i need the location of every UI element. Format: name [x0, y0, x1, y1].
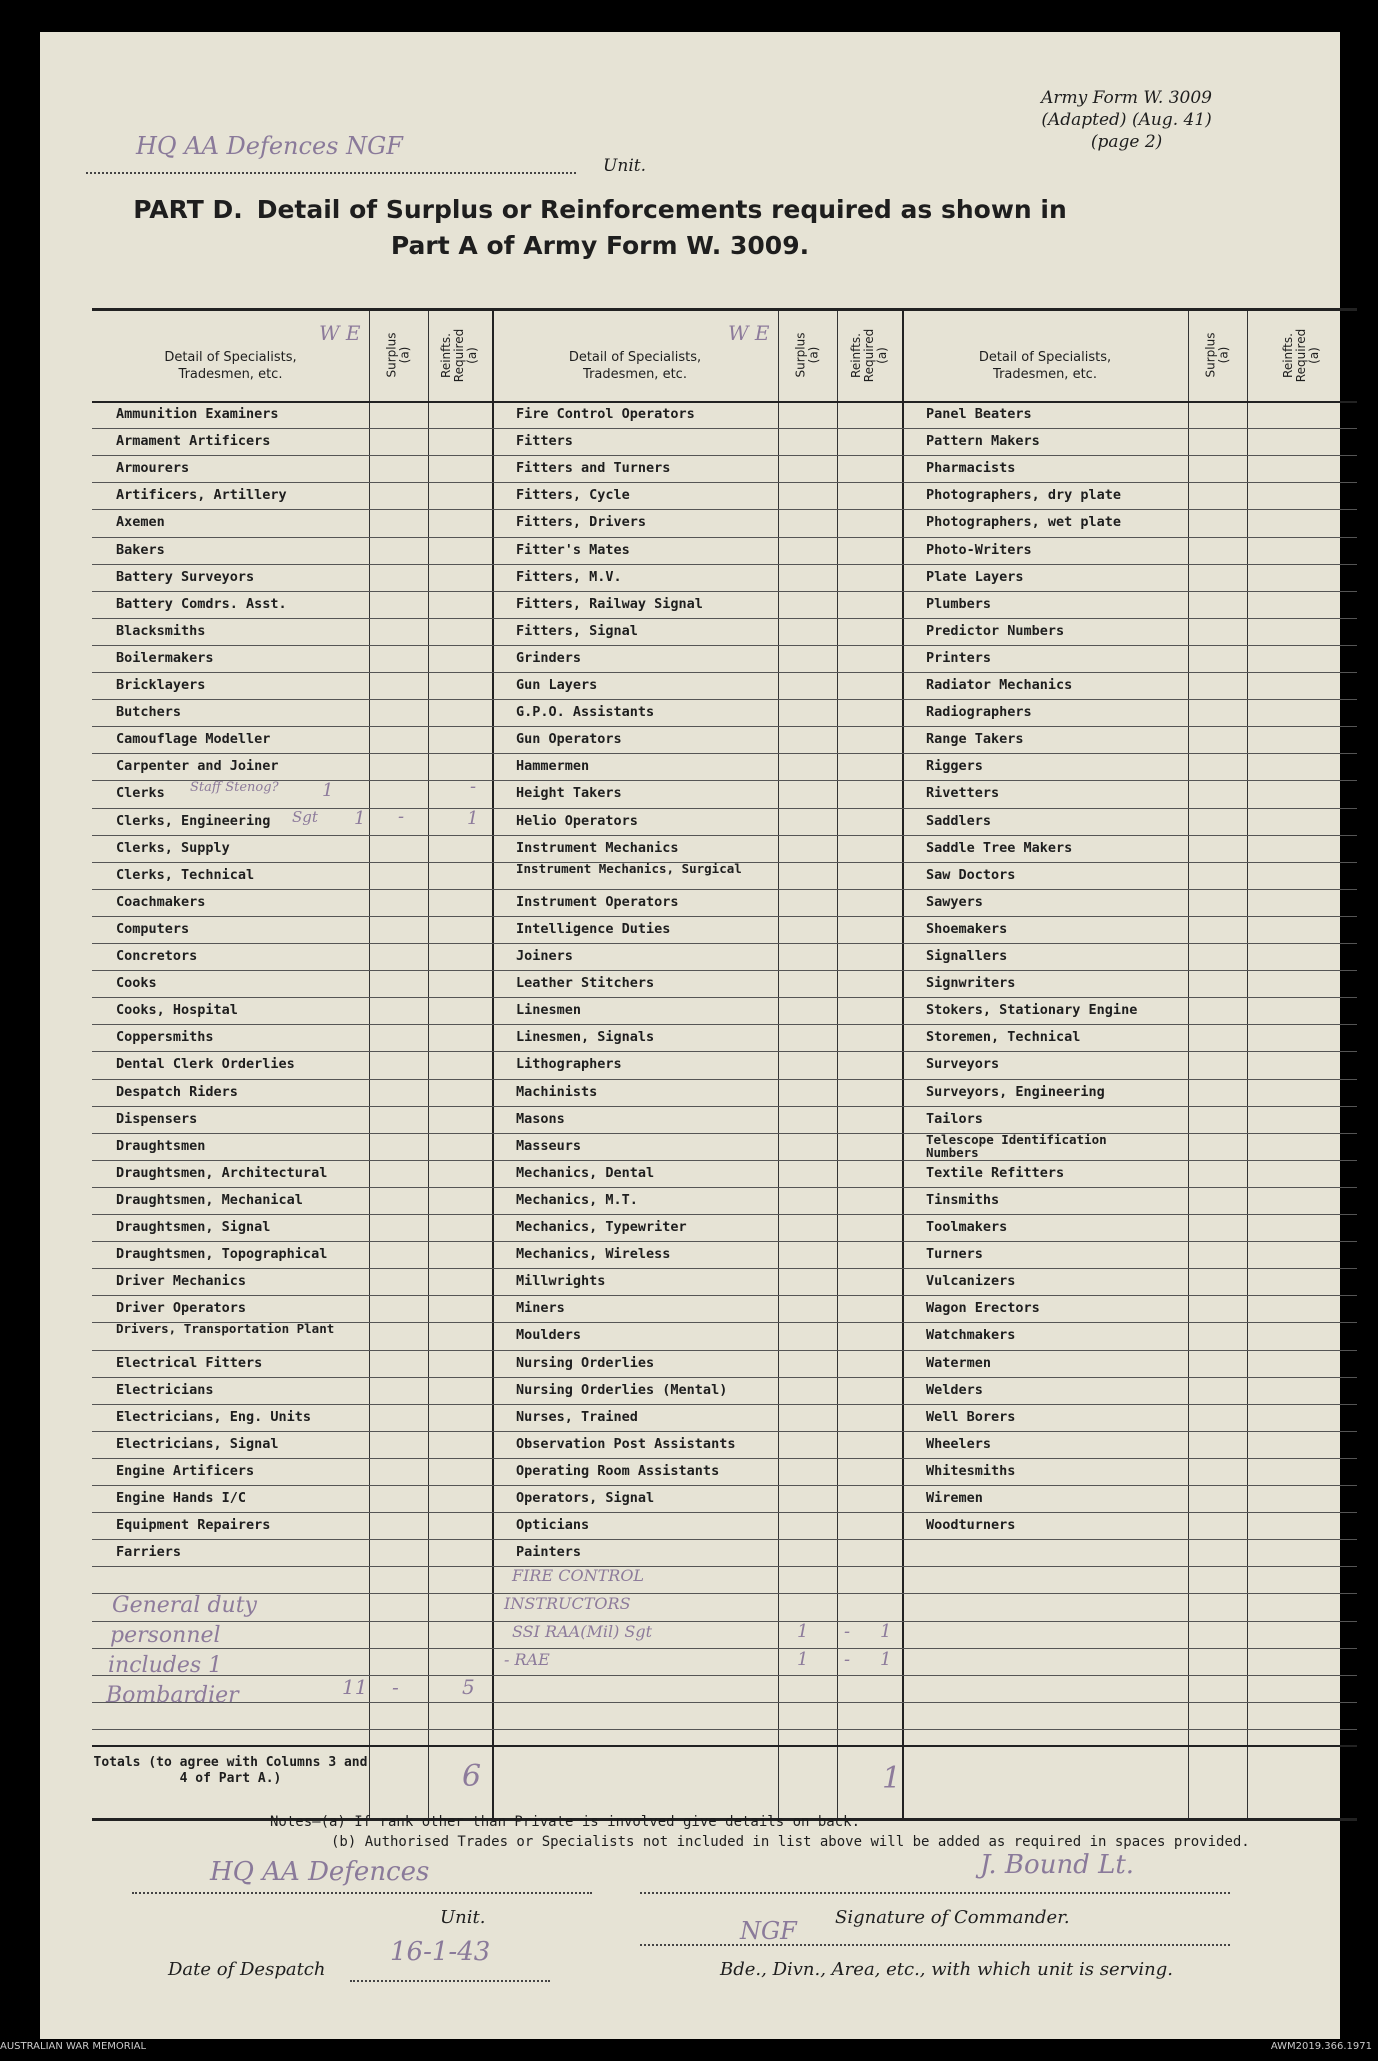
trade-label: Panel Beaters [926, 406, 1032, 422]
area-handwritten: NGF [740, 1917, 797, 1945]
notes [270, 1812, 1250, 1852]
header-reinfts-text: Reinfts. Required (a) [848, 328, 889, 382]
header-surplus [1188, 311, 1247, 399]
trade-label: Printers [926, 649, 992, 666]
handwritten-fc-surplus: - [844, 1648, 851, 1670]
trade-label: Draughtsmen [116, 1137, 206, 1154]
trade-label: Nursing Orderlies (Mental) [516, 1381, 728, 1398]
trade-label: Saw Doctors [926, 866, 1016, 883]
area-label: Bde., Divn., Area, etc., with which unit is serving. [720, 1959, 1173, 1980]
row-divider [92, 1458, 1357, 1459]
trade-label: Radiator Mechanics [926, 677, 1073, 693]
row-divider [92, 726, 1357, 727]
trade-label: Plate Layers [926, 568, 1024, 585]
trade-label: Shoemakers [926, 920, 1008, 937]
row-divider [92, 835, 1357, 836]
row-divider [92, 753, 1357, 754]
trade-label: Equipment Repairers [116, 1517, 271, 1534]
handwritten-gd-line: includes 1 [108, 1653, 223, 1679]
trade-label: Despatch Riders [116, 1083, 238, 1100]
handwritten-gd-surplus: - [392, 1674, 399, 1699]
trade-label: Mechanics, Typewriter [516, 1219, 687, 1235]
trade-label: Blacksmiths [116, 622, 206, 639]
trade-label: Tailors [926, 1110, 983, 1127]
trade-label: Pharmacists [926, 460, 1016, 477]
row-divider [92, 428, 1357, 429]
trade-label: Well Borers [926, 1408, 1016, 1425]
trade-label: Fire Control Operators [516, 406, 695, 422]
trade-label: Nursing Orderlies [516, 1354, 655, 1371]
trade-label: Signwriters [926, 975, 1016, 992]
trade-label: Gun Operators [516, 731, 622, 748]
trade-label: Draughtsmen, Signal [116, 1219, 271, 1235]
trade-label: Millwrights [516, 1273, 606, 1290]
trade-label: Instrument Operators [516, 893, 679, 910]
trade-label: Riggers [926, 758, 983, 775]
trade-label: Masons [516, 1110, 565, 1127]
date-line[interactable] [350, 1980, 550, 1982]
form-ref-line: Army Form W. 3009 [1041, 88, 1212, 108]
row-divider [92, 1133, 1357, 1134]
handwritten-gd-line: General duty [112, 1593, 257, 1619]
title-line-1: Detail of Surplus or Reinforcements required as shown in [256, 195, 1067, 224]
trade-label: Instrument Mechanics [516, 839, 679, 856]
trade-label: Linesmen [516, 1002, 582, 1019]
trade-label: G.P.O. Assistants [516, 704, 655, 721]
we-mark: W E [319, 321, 361, 345]
trade-label: Surveyors [926, 1056, 1000, 1073]
trade-label: Boilermakers [116, 649, 214, 666]
trade-label: Bakers [116, 541, 165, 558]
row-divider [92, 1350, 1357, 1351]
trade-label: Gun Layers [516, 677, 598, 693]
trade-label: Radiographers [926, 704, 1032, 721]
trade-label: Fitters, Signal [516, 622, 638, 639]
trade-label: Stokers, Stationary Engine [926, 1002, 1138, 1019]
form-ref-line: (Adapted) (Aug. 41) [1041, 110, 1212, 130]
handwritten-fc-line: SSI RAA(Mil) Sgt [512, 1622, 653, 1642]
form-page [40, 32, 1340, 2039]
trade-label: Cooks, Hospital [116, 1002, 238, 1019]
row-divider [92, 1729, 1357, 1730]
trade-label: Photographers, dry plate [926, 487, 1122, 504]
handwritten-gd-we: 11 [342, 1674, 368, 1699]
row-divider [92, 1702, 1357, 1703]
trade-label: Driver Mechanics [116, 1273, 247, 1290]
handwritten-clerks-eng-note: Sgt [292, 807, 318, 826]
trade-label: Lithographers [516, 1056, 622, 1073]
trade-label: Carpenter and Joiner [116, 758, 279, 775]
note-a: Notes—(a) If rank other than Private is involved give details on back. [270, 1814, 861, 1830]
date-handwritten: 16-1-43 [390, 1937, 491, 1967]
row-divider [92, 916, 1357, 917]
handwritten-total-col2: 1 [882, 1761, 902, 1796]
handwritten-clerks-eng-surplus: - [398, 805, 405, 827]
footer-left: AUSTRALIAN WAR MEMORIAL [0, 2041, 147, 2052]
row-divider [92, 645, 1357, 646]
area-line[interactable] [640, 1944, 1230, 1946]
handwritten-gd-line: Bombardier [106, 1683, 239, 1709]
trade-label: Turners [926, 1246, 983, 1263]
trade-label: Signallers [926, 948, 1008, 964]
trade-label: Clerks, Engineering [116, 812, 271, 829]
trade-label: Engine Hands I/C [116, 1490, 247, 1506]
row-divider [92, 1566, 1357, 1567]
trade-label: Draughtsmen, Mechanical [116, 1191, 303, 1208]
row-divider [92, 1295, 1357, 1296]
trade-label: Camouflage Modeller [116, 731, 271, 748]
form-reference [1041, 87, 1212, 153]
handwritten-fc-reinf: 1 [880, 1648, 892, 1670]
row-divider [92, 509, 1357, 510]
trade-label: Driver Operators [116, 1300, 247, 1317]
trade-label: Mechanics, Wireless [516, 1246, 671, 1263]
trade-label: Masseurs [516, 1137, 582, 1154]
trade-label: Clerks, Technical [116, 866, 255, 883]
header-reinfts-text: Reinfts. Required (a) [439, 328, 480, 382]
header-surplus-text: Surplus (a) [793, 332, 821, 378]
trade-label: Bricklayers [116, 677, 206, 693]
trade-label: Wiremen [926, 1490, 983, 1506]
trade-label: Operators, Signal [516, 1490, 655, 1506]
handwritten-clerks-eng-we: 1 [354, 807, 366, 829]
trade-label: Draughtsmen, Architectural [116, 1164, 328, 1181]
unit-field-top[interactable] [86, 132, 646, 182]
row-divider [92, 808, 1357, 809]
handwritten-fc-line: - RAE [504, 1650, 550, 1670]
trades-table [92, 308, 1357, 1821]
signature-handwritten: J. Bound Lt. [980, 1850, 1135, 1880]
trade-label: Clerks [116, 785, 165, 802]
trade-label: Range Takers [926, 731, 1024, 748]
handwritten-clerks-reinf: - [470, 776, 477, 798]
trade-label: Telescope Identification Numbers [926, 1131, 1107, 1160]
trade-label: Electricians, Signal [116, 1435, 279, 1452]
trade-label: Instrument Mechanics, Surgical [516, 860, 742, 876]
handwritten-fc-we: 1 [797, 1648, 809, 1670]
footer-right: AWM2019.366.1971 [1270, 2041, 1372, 2052]
trade-label: Cooks [116, 975, 157, 992]
trade-label: Miners [516, 1300, 565, 1317]
trade-label: Armourers [116, 460, 190, 477]
trade-label: Toolmakers [926, 1219, 1008, 1235]
header-detail-text: Detail of Specialists, Tradesmen, etc. [164, 350, 297, 382]
trade-label: Woodturners [926, 1517, 1016, 1534]
signature-line[interactable] [640, 1892, 1230, 1894]
unit-bottom-handwritten: HQ AA Defences [210, 1857, 430, 1887]
trade-label: Engine Artificers [116, 1462, 255, 1479]
page-title [40, 192, 1160, 264]
we-mark: W E [728, 321, 770, 345]
trade-label: Observation Post Assistants [516, 1435, 736, 1452]
trade-label: Armament Artificers [116, 433, 271, 450]
trade-label: Saddle Tree Makers [926, 839, 1073, 856]
trade-label: Battery Comdrs. Asst. [116, 595, 287, 612]
trade-label: Coppersmiths [116, 1029, 214, 1046]
trade-label: Farriers [116, 1544, 182, 1561]
unit-dotted-line [86, 172, 576, 174]
trade-label: Mechanics, M.T. [516, 1191, 638, 1208]
note-b: (b) Authorised Trades or Specialists not included in list above will be added as required in spaces provided. [331, 1834, 1250, 1850]
trade-label: Electricians, Eng. Units [116, 1408, 312, 1425]
trade-label: Painters [516, 1544, 582, 1561]
trade-label: Leather Stitchers [516, 975, 655, 992]
trade-label: Hammermen [516, 758, 590, 775]
trade-label: Mechanics, Dental [516, 1164, 655, 1181]
row-divider [92, 1214, 1357, 1215]
totals-label: Totals (to agree with Columns 3 and 4 of Part A.) [93, 1755, 368, 1786]
row-divider [92, 1485, 1357, 1486]
trade-label: Watchmakers [926, 1327, 1016, 1344]
trade-label: Nurses, Trained [516, 1408, 638, 1425]
trade-label: Joiners [516, 948, 573, 964]
row-divider [92, 672, 1357, 673]
header-surplus [778, 311, 837, 399]
handwritten-fc-line: INSTRUCTORS [504, 1594, 631, 1614]
handwritten-fc-surplus: - [844, 1620, 851, 1642]
trade-label: Linesmen, Signals [516, 1029, 655, 1046]
row-divider [92, 1675, 1357, 1676]
unit-label: Unit. [603, 156, 646, 176]
header-reinfts [1247, 311, 1357, 399]
trade-label: Drivers, Transportation Plant [116, 1321, 335, 1337]
trade-label: Helio Operators [516, 812, 638, 829]
handwritten-gd-reinf: 5 [462, 1674, 475, 1699]
signature-label: Signature of Commander. [835, 1907, 1070, 1928]
unit-bottom-label: Unit. [440, 1907, 486, 1928]
row-divider [92, 1621, 1357, 1622]
row-divider [92, 618, 1357, 619]
header-surplus-text: Surplus (a) [1203, 332, 1231, 378]
trade-label: Pattern Makers [926, 433, 1040, 450]
trade-label: Photo-Writers [926, 541, 1032, 558]
row-divider [92, 1593, 1357, 1594]
unit-handwritten: HQ AA Defences NGF [136, 132, 403, 160]
trade-label: Dispensers [116, 1110, 198, 1127]
row-divider [92, 1106, 1357, 1107]
row-divider [92, 1268, 1357, 1269]
row-divider [92, 889, 1357, 890]
trade-label: Fitter's Mates [516, 541, 630, 558]
trade-label: Dental Clerk Orderlies [116, 1056, 295, 1073]
row-divider [92, 970, 1357, 971]
title-part: PART D. [133, 195, 243, 224]
handwritten-fc-reinf: 1 [880, 1620, 892, 1642]
trade-label: Intelligence Duties [516, 920, 671, 937]
trade-label: Draughtsmen, Topographical [116, 1246, 328, 1263]
row-divider [92, 537, 1357, 538]
header-reinfts-text: Reinfts. Required (a) [1281, 328, 1322, 382]
handwritten-gd-line: personnel [110, 1623, 221, 1649]
trade-label: Photographers, wet plate [926, 514, 1122, 531]
trade-label: Machinists [516, 1083, 598, 1100]
row-divider [92, 1648, 1357, 1649]
trade-label: Clerks, Supply [116, 839, 230, 856]
trade-label: Axemen [116, 514, 165, 531]
trade-label: Sawyers [926, 893, 983, 910]
header-detail-text: Detail of Specialists, Tradesmen, etc. [568, 350, 702, 382]
trade-label: Fitters, Cycle [516, 487, 630, 504]
trade-label: Whitesmiths [926, 1462, 1016, 1479]
unit-bottom-line[interactable] [132, 1892, 592, 1894]
trade-label: Butchers [116, 704, 182, 721]
trade-label: Wagon Erectors [926, 1300, 1040, 1317]
row-divider [92, 455, 1357, 456]
row-divider [92, 780, 1357, 781]
date-label: Date of Despatch [168, 1959, 326, 1980]
trade-label: Moulders [516, 1327, 582, 1344]
row-divider [92, 1512, 1357, 1513]
handwritten-fc-we: 1 [797, 1620, 809, 1642]
trade-label: Concretors [116, 948, 198, 964]
trade-label: Storemen, Technical [926, 1029, 1081, 1046]
trade-label: Wheelers [926, 1435, 992, 1452]
trade-label: Watermen [926, 1354, 992, 1371]
trade-label: Tinsmiths [926, 1191, 1000, 1208]
header-detail [902, 321, 1188, 411]
handwritten-total-col1: 6 [462, 1759, 482, 1794]
header-reinfts [428, 311, 492, 399]
trade-label: Fitters [516, 433, 573, 450]
handwritten-clerks-eng-reinf: 1 [467, 807, 479, 829]
trade-label: Electrical Fitters [116, 1354, 263, 1371]
trade-label: Fitters, Drivers [516, 514, 647, 531]
row-divider [92, 1079, 1357, 1080]
header-reinfts [837, 311, 902, 399]
row-divider [92, 1539, 1357, 1540]
trade-label: Height Takers [516, 785, 622, 802]
trade-label: Rivetters [926, 785, 1000, 802]
trade-label: Coachmakers [116, 893, 206, 910]
trade-label: Surveyors, Engineering [926, 1083, 1105, 1100]
trade-label: Textile Refitters [926, 1164, 1065, 1181]
trade-label: Computers [116, 920, 190, 937]
handwritten-fc-line: FIRE CONTROL [512, 1566, 645, 1586]
trade-label: Fitters, Railway Signal [516, 595, 703, 612]
handwritten-clerks-note: Staff Stenog? [190, 780, 279, 796]
trade-label: Fitters, M.V. [516, 568, 622, 585]
trade-label: Welders [926, 1381, 983, 1398]
title-line-2: Part A of Army Form W. 3009. [390, 231, 810, 260]
header-surplus [369, 311, 428, 399]
trade-label: Predictor Numbers [926, 622, 1065, 639]
row-divider [92, 943, 1357, 944]
row-divider [92, 564, 1357, 565]
trade-label: Saddlers [926, 812, 992, 829]
row-divider [92, 997, 1357, 998]
trade-label: Grinders [516, 649, 582, 666]
trade-label: Fitters and Turners [516, 460, 671, 477]
header-surplus-text: Surplus (a) [384, 332, 412, 378]
trade-label: Vulcanizers [926, 1273, 1016, 1290]
trade-label: Opticians [516, 1517, 590, 1534]
row-divider [92, 699, 1357, 700]
trade-label: Plumbers [926, 595, 992, 612]
trade-label: Operating Room Assistants [516, 1462, 720, 1479]
form-ref-line: (page 2) [1090, 132, 1163, 152]
header-detail-text: Detail of Specialists, Tradesmen, etc. [978, 350, 1112, 382]
trade-label: Artificers, Artillery [116, 487, 287, 504]
totals-divider [92, 1745, 1357, 1747]
trade-label: Battery Surveyors [116, 568, 255, 585]
handwritten-clerks-we: 1 [322, 780, 334, 802]
trade-label: Electricians [116, 1381, 214, 1398]
trade-label: Ammunition Examiners [116, 406, 279, 422]
row-divider [92, 1024, 1357, 1025]
